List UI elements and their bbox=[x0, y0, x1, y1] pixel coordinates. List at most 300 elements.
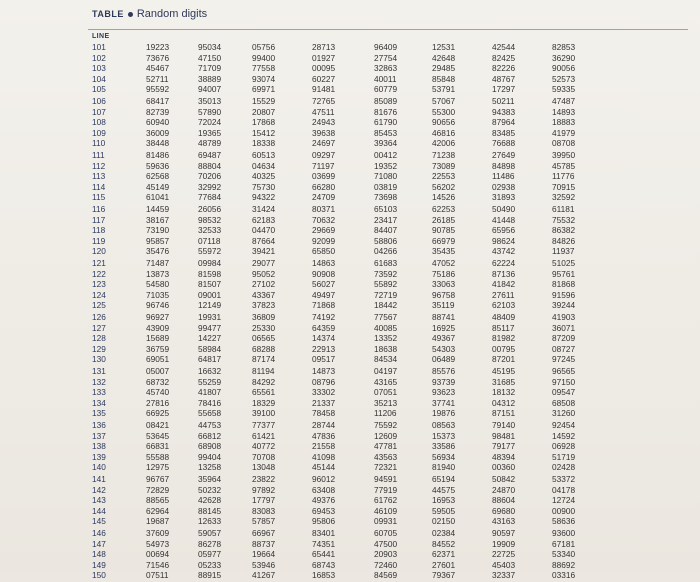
table-row bbox=[92, 204, 612, 215]
digit-group: 71546 bbox=[146, 559, 170, 570]
table-row bbox=[92, 539, 612, 550]
digit-group: 62253 bbox=[432, 204, 456, 214]
digit-group: 72829 bbox=[146, 484, 170, 495]
digit-group: 47500 bbox=[374, 538, 398, 549]
digit-group: 45467 bbox=[146, 63, 170, 73]
digit-group: 21558 bbox=[312, 441, 336, 451]
digit-group: 74351 bbox=[312, 538, 336, 549]
digit-group: 84552 bbox=[432, 538, 456, 549]
table-row bbox=[92, 570, 612, 581]
digit-group: 82853 bbox=[552, 42, 576, 52]
line-number: 105 bbox=[92, 84, 106, 94]
digit-group: 54973 bbox=[146, 538, 170, 549]
digit-group: 93600 bbox=[552, 528, 576, 538]
table-row bbox=[92, 63, 612, 74]
digit-group: 02384 bbox=[432, 528, 456, 538]
digit-group: 69487 bbox=[198, 150, 222, 160]
digit-group: 24697 bbox=[312, 138, 336, 148]
random-digits-table bbox=[92, 42, 612, 582]
line-number: 108 bbox=[92, 117, 106, 127]
line-number: 134 bbox=[92, 397, 106, 408]
line-number: 101 bbox=[92, 42, 106, 52]
digit-group: 87136 bbox=[492, 268, 516, 279]
digit-group: 66812 bbox=[198, 430, 222, 441]
digit-group: 68417 bbox=[146, 96, 170, 106]
digit-group: 35476 bbox=[146, 246, 170, 256]
table-row bbox=[92, 74, 612, 85]
digit-group: 19352 bbox=[374, 160, 398, 171]
digit-group: 71709 bbox=[198, 63, 222, 73]
digit-group: 68508 bbox=[552, 397, 576, 408]
digit-group: 48767 bbox=[492, 73, 516, 84]
digit-group: 47836 bbox=[312, 430, 336, 441]
digit-group: 17868 bbox=[252, 117, 276, 127]
digit-group: 65561 bbox=[252, 387, 276, 397]
line-number: 141 bbox=[92, 474, 106, 484]
digit-group: 96746 bbox=[146, 300, 170, 310]
digit-group: 70632 bbox=[312, 214, 336, 225]
digit-group: 62568 bbox=[146, 171, 170, 181]
table-row bbox=[92, 84, 612, 95]
digit-group: 14227 bbox=[198, 333, 222, 343]
line-number: 142 bbox=[92, 484, 106, 495]
digit-group: 05756 bbox=[252, 42, 276, 52]
digit-group: 07511 bbox=[146, 570, 169, 580]
table-row bbox=[92, 528, 612, 539]
table-row bbox=[92, 96, 612, 107]
digit-group: 47781 bbox=[374, 441, 398, 451]
digit-group: 12633 bbox=[198, 516, 222, 526]
table-row bbox=[92, 387, 612, 398]
digit-group: 16853 bbox=[312, 570, 336, 580]
line-number: 139 bbox=[92, 451, 106, 462]
line-number: 125 bbox=[92, 300, 106, 310]
digit-group: 03699 bbox=[312, 171, 336, 181]
digit-group: 70915 bbox=[552, 181, 576, 192]
digit-group: 00795 bbox=[492, 343, 516, 354]
digit-group: 43165 bbox=[374, 376, 398, 387]
table-row bbox=[92, 398, 612, 409]
digit-group: 39364 bbox=[374, 138, 398, 148]
digit-group: 88692 bbox=[552, 559, 576, 570]
digit-group: 00694 bbox=[146, 549, 170, 559]
table-row bbox=[92, 354, 612, 365]
digit-group: 35964 bbox=[198, 474, 222, 484]
digit-group: 71238 bbox=[432, 150, 456, 160]
line-number: 106 bbox=[92, 96, 106, 106]
digit-group: 08563 bbox=[432, 420, 456, 430]
digit-group: 64817 bbox=[198, 354, 222, 364]
digit-group: 22725 bbox=[492, 549, 516, 559]
digit-group: 50232 bbox=[198, 484, 222, 495]
digit-group: 75730 bbox=[252, 181, 276, 192]
digit-group: 38448 bbox=[146, 138, 170, 148]
digit-group: 27816 bbox=[146, 397, 170, 408]
digit-group: 03819 bbox=[374, 181, 398, 192]
digit-group: 29485 bbox=[432, 63, 456, 73]
digit-group: 15412 bbox=[252, 127, 276, 138]
digit-group: 73190 bbox=[146, 225, 170, 235]
digit-group: 71035 bbox=[146, 289, 170, 300]
digit-group: 79177 bbox=[492, 441, 516, 451]
digit-group: 84569 bbox=[374, 570, 398, 580]
table-row bbox=[92, 506, 612, 517]
digit-group: 00900 bbox=[552, 505, 576, 516]
digit-group: 87174 bbox=[252, 354, 276, 364]
digit-group: 26056 bbox=[198, 204, 222, 214]
digit-group: 62371 bbox=[432, 549, 456, 559]
digit-group: 33063 bbox=[432, 279, 456, 289]
digit-group: 18338 bbox=[252, 138, 276, 148]
digit-group: 21337 bbox=[312, 397, 336, 408]
digit-group: 97245 bbox=[552, 354, 576, 364]
digit-group: 16632 bbox=[198, 366, 222, 376]
table-row bbox=[92, 474, 612, 485]
digit-group: 99404 bbox=[198, 451, 222, 462]
digit-group: 75186 bbox=[432, 268, 456, 279]
table-row bbox=[92, 138, 612, 149]
digit-group: 27102 bbox=[252, 279, 276, 289]
digit-group: 47052 bbox=[432, 258, 456, 268]
digit-group: 80371 bbox=[312, 204, 336, 214]
digit-group: 87201 bbox=[492, 354, 516, 364]
digit-group: 04470 bbox=[252, 225, 276, 235]
digit-group: 85848 bbox=[432, 73, 456, 84]
digit-group: 78458 bbox=[312, 408, 336, 418]
digit-group: 51719 bbox=[552, 451, 576, 462]
digit-group: 85089 bbox=[374, 96, 398, 106]
digit-group: 41267 bbox=[252, 570, 276, 580]
digit-group: 25330 bbox=[252, 322, 276, 333]
digit-group: 31685 bbox=[492, 376, 516, 387]
digit-group: 14873 bbox=[312, 366, 336, 376]
digit-group: 78416 bbox=[198, 397, 222, 408]
digit-group: 59057 bbox=[198, 528, 222, 538]
table-row bbox=[92, 215, 612, 226]
digit-group: 52711 bbox=[146, 73, 169, 84]
digit-group: 66925 bbox=[146, 408, 170, 418]
digit-group: 48394 bbox=[492, 451, 516, 462]
digit-group: 43163 bbox=[492, 516, 516, 526]
digit-group: 96409 bbox=[374, 42, 398, 52]
digit-group: 03316 bbox=[552, 570, 576, 580]
digit-group: 87964 bbox=[492, 117, 516, 127]
digit-group: 61683 bbox=[374, 258, 398, 268]
digit-group: 13258 bbox=[198, 462, 222, 472]
digit-group: 84534 bbox=[374, 354, 398, 364]
line-number: 132 bbox=[92, 376, 106, 387]
digit-group: 86382 bbox=[552, 225, 576, 235]
digit-group: 98624 bbox=[492, 235, 516, 246]
digit-group: 47511 bbox=[312, 106, 335, 117]
digit-group: 75592 bbox=[374, 420, 398, 430]
digit-group: 50490 bbox=[492, 204, 516, 214]
digit-group: 41903 bbox=[552, 312, 576, 322]
digit-group: 23417 bbox=[374, 214, 398, 225]
digit-group: 46109 bbox=[374, 505, 398, 516]
digit-group: 56027 bbox=[312, 279, 336, 289]
digit-group: 24870 bbox=[492, 484, 516, 495]
digit-group: 46816 bbox=[432, 127, 456, 138]
digit-group: 61790 bbox=[374, 117, 398, 127]
digit-group: 06489 bbox=[432, 354, 456, 364]
digit-group: 63408 bbox=[312, 484, 336, 495]
digit-group: 57857 bbox=[252, 516, 276, 526]
digit-group: 08796 bbox=[312, 376, 336, 387]
digit-group: 32592 bbox=[552, 192, 576, 202]
digit-group: 40325 bbox=[252, 171, 276, 181]
digit-group: 18638 bbox=[374, 343, 398, 354]
digit-group: 88741 bbox=[432, 312, 456, 322]
digit-group: 85576 bbox=[432, 366, 456, 376]
digit-group: 56202 bbox=[432, 181, 456, 192]
digit-group: 61181 bbox=[552, 204, 575, 214]
digit-group: 74192 bbox=[312, 312, 336, 322]
digit-group: 45195 bbox=[492, 366, 516, 376]
table-row bbox=[92, 161, 612, 172]
digit-group: 35435 bbox=[432, 246, 456, 256]
digit-group: 61762 bbox=[374, 495, 398, 505]
digit-group: 57890 bbox=[198, 106, 222, 117]
digit-group: 95857 bbox=[146, 235, 170, 246]
digit-group: 18442 bbox=[374, 300, 398, 310]
table-title bbox=[92, 8, 207, 20]
table-row bbox=[92, 323, 612, 334]
table-row bbox=[92, 560, 612, 571]
digit-group: 81940 bbox=[432, 462, 456, 472]
table-row bbox=[92, 269, 612, 280]
line-number: 135 bbox=[92, 408, 106, 418]
table-row bbox=[92, 279, 612, 290]
table-row bbox=[92, 408, 612, 419]
digit-group: 35213 bbox=[374, 397, 398, 408]
digit-group: 36290 bbox=[552, 52, 576, 63]
digit-group: 28713 bbox=[312, 42, 336, 52]
digit-group: 41448 bbox=[492, 214, 516, 225]
digit-group: 17797 bbox=[252, 495, 276, 505]
digit-group: 12609 bbox=[374, 430, 398, 441]
digit-group: 75532 bbox=[552, 214, 576, 225]
line-number: 112 bbox=[92, 160, 106, 171]
digit-group: 40011 bbox=[374, 73, 397, 84]
digit-group: 14893 bbox=[552, 106, 576, 117]
digit-group: 35119 bbox=[432, 300, 455, 310]
digit-group: 07118 bbox=[198, 235, 221, 246]
digit-group: 41807 bbox=[198, 387, 222, 397]
line-number: 102 bbox=[92, 52, 106, 63]
digit-group: 15689 bbox=[146, 333, 170, 343]
digit-group: 94322 bbox=[252, 192, 276, 202]
digit-group: 85453 bbox=[374, 127, 398, 138]
digit-group: 95034 bbox=[198, 42, 222, 52]
digit-group: 45740 bbox=[146, 387, 170, 397]
table-row bbox=[92, 258, 612, 269]
table-row bbox=[92, 495, 612, 506]
digit-group: 19223 bbox=[146, 42, 170, 52]
digit-group: 97892 bbox=[252, 484, 276, 495]
digit-group: 09001 bbox=[198, 289, 222, 300]
digit-group: 08727 bbox=[552, 343, 576, 354]
digit-group: 56934 bbox=[432, 451, 456, 462]
digit-group: 96927 bbox=[146, 312, 170, 322]
table-row bbox=[92, 420, 612, 431]
digit-group: 92454 bbox=[552, 420, 576, 430]
digit-group: 14526 bbox=[432, 192, 456, 202]
digit-group: 36009 bbox=[146, 127, 170, 138]
digit-group: 99477 bbox=[198, 322, 222, 333]
digit-group: 85117 bbox=[492, 322, 515, 333]
table-row bbox=[92, 441, 612, 452]
digit-group: 59335 bbox=[552, 84, 576, 94]
line-number: 103 bbox=[92, 63, 106, 73]
digit-group: 00412 bbox=[374, 150, 398, 160]
line-number: 147 bbox=[92, 538, 106, 549]
digit-group: 71487 bbox=[146, 258, 170, 268]
digit-group: 77919 bbox=[374, 484, 398, 495]
digit-group: 09297 bbox=[312, 150, 336, 160]
digit-group: 19876 bbox=[432, 408, 456, 418]
table-row bbox=[92, 128, 612, 139]
digit-group: 82739 bbox=[146, 106, 170, 117]
digit-group: 02150 bbox=[432, 516, 456, 526]
digit-group: 59636 bbox=[146, 160, 170, 171]
digit-group: 32533 bbox=[198, 225, 222, 235]
digit-group: 41979 bbox=[552, 127, 576, 138]
digit-group: 77567 bbox=[374, 312, 398, 322]
digit-group: 88604 bbox=[492, 495, 516, 505]
digit-group: 32863 bbox=[374, 63, 398, 73]
table-row bbox=[92, 225, 612, 236]
digit-group: 33302 bbox=[312, 387, 336, 397]
digit-group: 36809 bbox=[252, 312, 276, 322]
digit-group: 59505 bbox=[432, 505, 456, 516]
digit-group: 83083 bbox=[252, 505, 276, 516]
digit-group: 11486 bbox=[492, 171, 515, 181]
digit-group: 14374 bbox=[312, 333, 336, 343]
digit-group: 71197 bbox=[312, 160, 335, 171]
digit-group: 77558 bbox=[252, 63, 276, 73]
table-row bbox=[92, 236, 612, 247]
digit-group: 11937 bbox=[552, 246, 575, 256]
digit-group: 04197 bbox=[374, 366, 398, 376]
table-row bbox=[92, 377, 612, 388]
digit-group: 42006 bbox=[432, 138, 456, 148]
digit-group: 11776 bbox=[552, 171, 575, 181]
digit-group: 37609 bbox=[146, 528, 170, 538]
digit-group: 29077 bbox=[252, 258, 276, 268]
digit-group: 79367 bbox=[432, 570, 456, 580]
digit-group: 79140 bbox=[492, 420, 516, 430]
digit-group: 54303 bbox=[432, 343, 456, 354]
digit-group: 15529 bbox=[252, 96, 276, 106]
digit-group: 37823 bbox=[252, 300, 276, 310]
table-row bbox=[92, 117, 612, 128]
digit-group: 20903 bbox=[374, 549, 398, 559]
line-number: 144 bbox=[92, 505, 106, 516]
digit-group: 43367 bbox=[252, 289, 276, 300]
digit-group: 45149 bbox=[146, 181, 170, 192]
digit-group: 54580 bbox=[146, 279, 170, 289]
digit-group: 68743 bbox=[312, 559, 336, 570]
line-number: 140 bbox=[92, 462, 106, 472]
table-row bbox=[92, 300, 612, 311]
digit-group: 15373 bbox=[432, 430, 456, 441]
digit-group: 65850 bbox=[312, 246, 336, 256]
digit-group: 86278 bbox=[198, 538, 222, 549]
digit-group: 60779 bbox=[374, 84, 398, 94]
digit-group: 73676 bbox=[146, 52, 170, 63]
digit-group: 41098 bbox=[312, 451, 336, 462]
table-row bbox=[92, 246, 612, 257]
digit-group: 83485 bbox=[492, 127, 516, 138]
table-row bbox=[92, 312, 612, 323]
digit-group: 81676 bbox=[374, 106, 398, 117]
table-row bbox=[92, 171, 612, 182]
digit-group: 53372 bbox=[552, 474, 576, 484]
digit-group: 00360 bbox=[492, 462, 516, 472]
line-column-header: LINE bbox=[92, 33, 110, 40]
digit-group: 17297 bbox=[492, 84, 516, 94]
digit-group: 61421 bbox=[252, 430, 276, 441]
digit-group: 04266 bbox=[374, 246, 398, 256]
digit-group: 66967 bbox=[252, 528, 276, 538]
digit-group: 20807 bbox=[252, 106, 276, 117]
digit-group: 27601 bbox=[432, 559, 456, 570]
digit-group: 65956 bbox=[492, 225, 516, 235]
table-row bbox=[92, 549, 612, 560]
line-number: 138 bbox=[92, 441, 106, 451]
digit-group: 11206 bbox=[374, 408, 397, 418]
digit-group: 73592 bbox=[374, 268, 398, 279]
digit-group: 87664 bbox=[252, 235, 276, 246]
line-number: 113 bbox=[92, 171, 106, 181]
digit-group: 82425 bbox=[492, 52, 516, 63]
digit-group: 12724 bbox=[552, 495, 576, 505]
digit-group: 24709 bbox=[312, 192, 336, 202]
digit-group: 55972 bbox=[198, 246, 222, 256]
digit-group: 66280 bbox=[312, 181, 336, 192]
line-number: 150 bbox=[92, 570, 106, 580]
table-row bbox=[92, 107, 612, 118]
digit-group: 37741 bbox=[432, 397, 456, 408]
digit-group: 00095 bbox=[312, 63, 336, 73]
table-row bbox=[92, 42, 612, 53]
digit-group: 83401 bbox=[312, 528, 336, 538]
digit-group: 07051 bbox=[374, 387, 398, 397]
digit-group: 05977 bbox=[198, 549, 222, 559]
digit-group: 68908 bbox=[198, 441, 222, 451]
digit-group: 62183 bbox=[252, 214, 276, 225]
digit-group: 67181 bbox=[552, 538, 576, 549]
digit-group: 31260 bbox=[552, 408, 576, 418]
digit-group: 02938 bbox=[492, 181, 516, 192]
digit-group: 73089 bbox=[432, 160, 456, 171]
line-number: 114 bbox=[92, 181, 106, 192]
table-row bbox=[92, 150, 612, 161]
digit-group: 58636 bbox=[552, 516, 576, 526]
digit-group: 95761 bbox=[552, 268, 576, 279]
digit-group: 66831 bbox=[146, 441, 170, 451]
digit-group: 55892 bbox=[374, 279, 398, 289]
line-number: 143 bbox=[92, 495, 106, 505]
digit-group: 87151 bbox=[492, 408, 516, 418]
digit-group: 72765 bbox=[312, 96, 336, 106]
digit-group: 40772 bbox=[252, 441, 276, 451]
digit-group: 18329 bbox=[252, 397, 276, 408]
digit-group: 55300 bbox=[432, 106, 456, 117]
digit-group: 41842 bbox=[492, 279, 516, 289]
digit-group: 19664 bbox=[252, 549, 276, 559]
